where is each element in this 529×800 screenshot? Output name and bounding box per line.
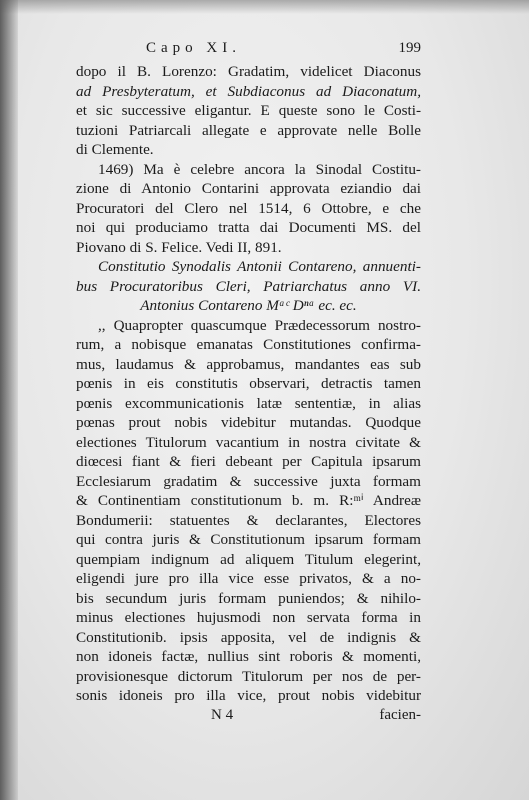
latin-text-line: diœcesi fiant & fieri debeant per Capitula ipsarum	[76, 453, 421, 470]
latin-text-line: pœnis in eis constitutis observari, detractis tamen	[76, 375, 421, 392]
page-footer	[76, 707, 421, 729]
text-line: di Clemente.	[76, 141, 154, 158]
latin-text-line: eligendi jure pro illa vice esse privatos, & a no-	[76, 570, 421, 587]
text-line: Piovano di S. Felice. Vedi II, 891.	[76, 238, 282, 256]
top-shadow	[0, 0, 529, 14]
latin-text-line: ,, Quapropter quascumque Prædecessorum nostro-	[98, 316, 421, 334]
latin-text-line: provisionesque dictorum Titulorum per nos de per-	[76, 667, 421, 685]
latin-text-line: quempiam indignum ad aliquem Titulum elegerint,	[76, 550, 421, 568]
latin-text-line: rum, a nobisque emanatas Constitutiones confirma-	[76, 336, 421, 353]
latin-text-line: sonis idoneis pro illa vice, prout nobis videbitur	[76, 687, 421, 704]
paragraph-number-line: 1469) Ma è celebre ancora la Sinodal Costitu-	[98, 160, 421, 178]
signature-mark: N 4	[211, 706, 234, 723]
constitution-title-line: Constitutio Synodalis Antonii Contareno, annuenti-	[98, 258, 421, 275]
latin-text-line: Constitutionib. ipsis apposita, vel de indignis &	[76, 628, 421, 646]
text-line: noi qui produciamo tratta dai Documenti MS. del	[76, 219, 421, 236]
latin-text-line: bis secundum juris formam puniendos; & nihilo-	[76, 589, 421, 607]
latin-text-line: minus electiones hujusmodi non servata forma in	[76, 609, 421, 626]
latin-text-line: pœnis excommunicationis latæ sententiæ, in alias	[76, 394, 421, 412]
gutter-shadow	[0, 0, 18, 800]
latin-text-line: pœnas prout nobis videbitur mutandas. Quodque	[76, 414, 421, 431]
constitution-author-line: Antonius Contareno Mᵃᶜ Dⁿᵃ ec. ec.	[140, 297, 357, 314]
latin-text-line: mus, laudamus & approbamus, mandantes eas sub	[76, 355, 421, 373]
text-line: zione di Antonio Contarini approvata eziandio dai	[76, 180, 421, 197]
latin-text-line: Bondumerii: statuentes & declarantes, Electores	[76, 511, 421, 529]
text-line: Procuratori del Clero nel 1514, 6 Ottobre, e che	[76, 199, 421, 217]
latin-text-line: qui contra juris & Constitutionum ipsarum formam	[76, 531, 421, 548]
catchword: facien-	[379, 706, 421, 723]
latin-text-line: non idoneis factæ, nullius sint roboris & momenti,	[76, 648, 421, 665]
text-line: et sic successive eligantur. E queste sono le Costi-	[76, 102, 421, 119]
page-number: 199	[398, 40, 421, 56]
text-line: dopo il B. Lorenzo: Gradatim, videlicet Diaconus	[76, 63, 421, 80]
latin-text-line: electiones Titulorum vacantium in nostra civitate &	[76, 433, 421, 451]
page-text-block	[76, 40, 421, 729]
text-line: ad Presbyteratum, et Subdiaconus ad Diaconatum,	[76, 82, 421, 100]
running-header	[76, 40, 421, 62]
latin-text-line: & Continentiam constitutionum b. m. R:ᵐⁱ Andreæ	[76, 492, 421, 509]
constitution-title-line: bus Procuratoribus Cleri, Patriarchatus anno VI.	[76, 277, 421, 295]
chapter-heading: Capo XI.	[146, 40, 241, 56]
text-line: tuzioni Patriarcali allegate e approvate nelle Bolle	[76, 121, 421, 139]
latin-text-line: Ecclesiarum gradatim & successive juxta formam	[76, 472, 421, 490]
